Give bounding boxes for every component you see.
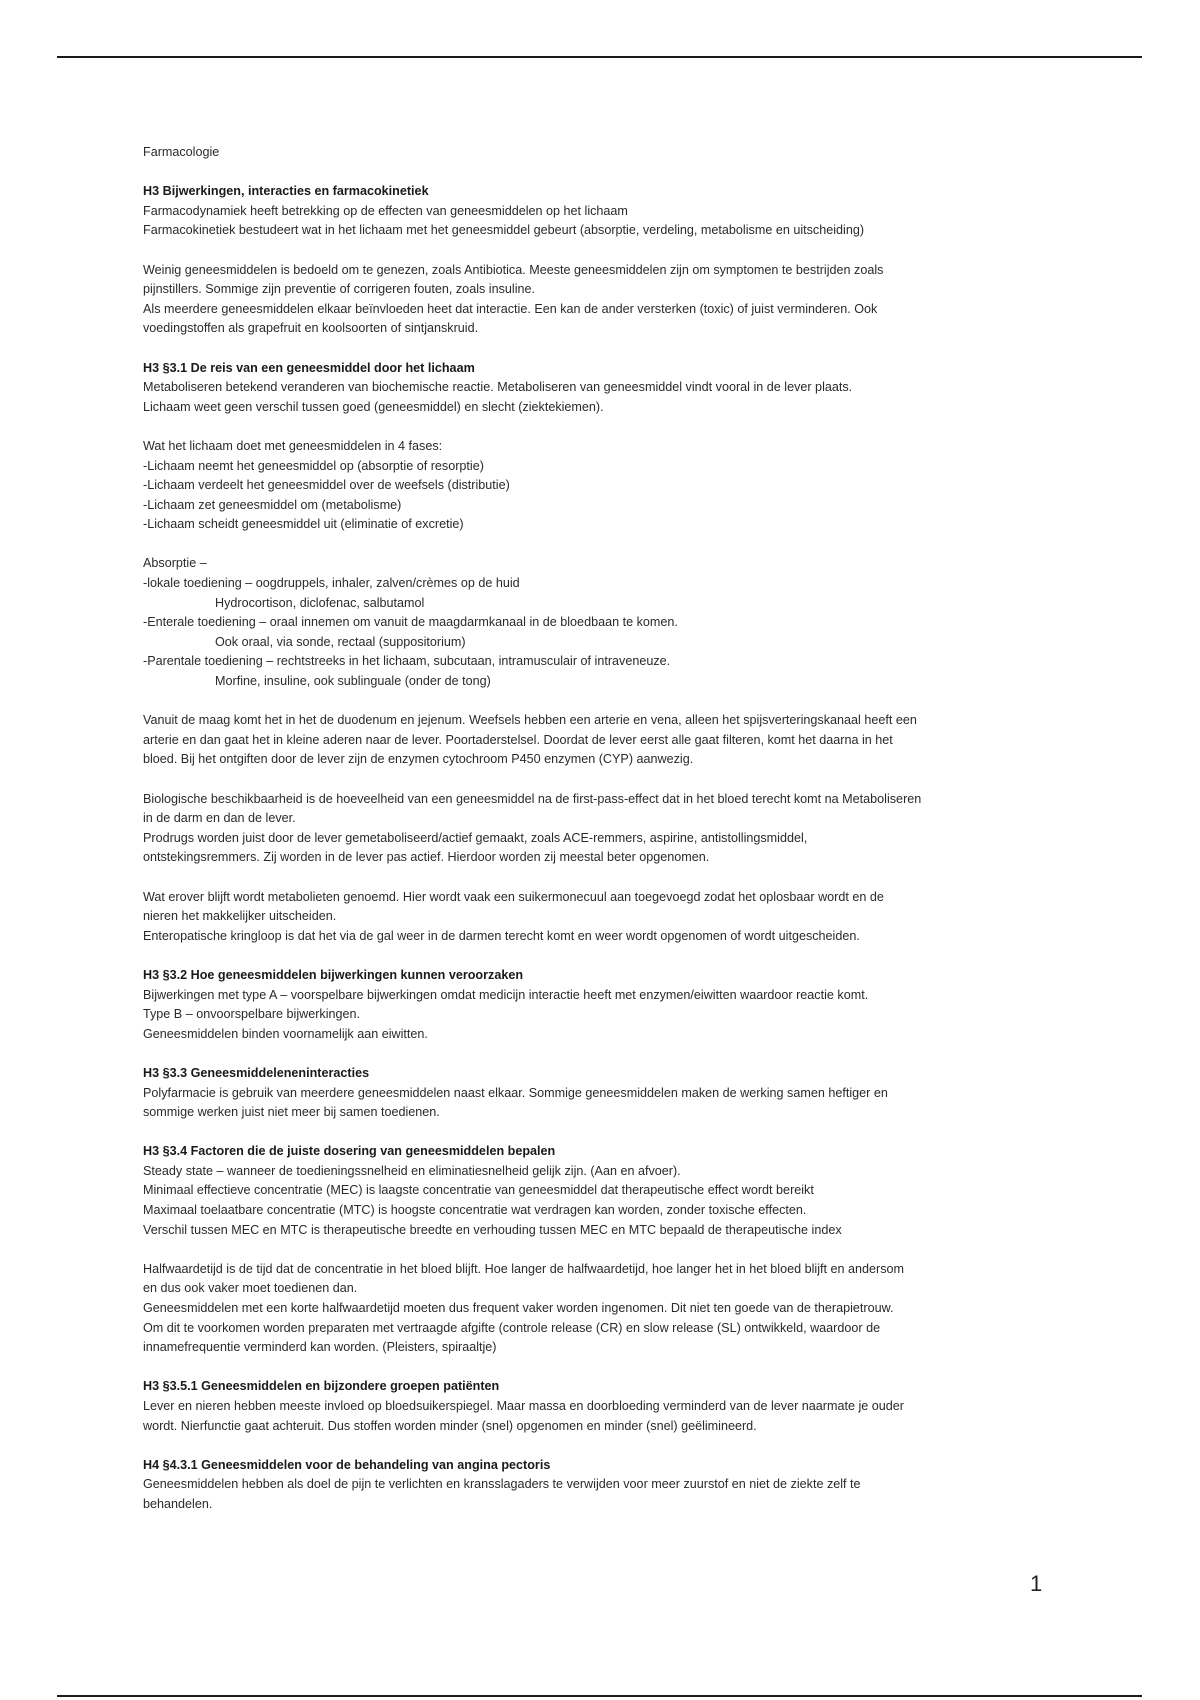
text-line: Lichaam weet geen verschil tussen goed (geneesmiddel) en slecht (ziektekiemen). (143, 399, 604, 414)
section-gap (143, 1044, 1063, 1064)
text-line: in de darm en dan de lever. (143, 811, 296, 826)
text-line: nieren het makkelijker uitscheiden. (143, 909, 337, 924)
text-line: innamefrequentie verminderd kan worden. (Pleisters, spiraaltje) (143, 1340, 497, 1355)
text-line: Wat erover blijft wordt metabolieten genoemd. Hier wordt vaak een suikermonecuul aan toegevoegd zodat het oplosbaar wordt en de (143, 889, 884, 904)
text-line: -Lichaam verdeelt het geneesmiddel over de weefsels (distributie) (143, 478, 510, 493)
text-line: Absorptie – (143, 556, 207, 571)
header-rule (57, 56, 1142, 58)
paragraph-gap (143, 868, 1063, 888)
text-line: Vanuit de maag komt het in het de duodenum en jejenum. Weefsels hebben een arterie en vena, alleen het spijsverteringskanaal heeft een (143, 713, 917, 728)
text-line: Wat het lichaam doet met geneesmiddelen in 4 fases: (143, 438, 443, 453)
section-heading: H3 §3.2 Hoe geneesmiddelen bijwerkingen kunnen veroorzaken (143, 967, 524, 982)
text-line: -Parentale toediening – rechtstreeks in het lichaam, subcutaan, intramusculair of intraveneuze. (143, 654, 671, 669)
spacer (143, 163, 1063, 183)
paragraph-gap (143, 417, 1063, 437)
text-line: Bijwerkingen met type A – voorspelbare bijwerkingen omdat medicijn interactie heeft met enzymen/eiwitten waardoor reactie komt. (143, 987, 869, 1002)
section-heading: H3 §3.4 Factoren die de juiste dosering van geneesmiddelen bepalen (143, 1144, 556, 1159)
document-sections (143, 182, 1063, 1514)
text-line: Enteropatische kringloop is dat het via de gal weer in de darmen terecht komt en weer wordt opgenomen of wordt uitgescheiden. (143, 928, 860, 943)
paragraph-gap (143, 535, 1063, 555)
text-line: -lokale toediening – oogdruppels, inhaler, zalven/crèmes op de huid (143, 576, 520, 591)
text-line: -Lichaam scheidt geneesmiddel uit (eliminatie of excretie) (143, 517, 464, 532)
paragraph-gap (143, 241, 1063, 261)
text-line: en dus ook vaker moet toedienen dan. (143, 1281, 358, 1296)
text-line: Geneesmiddelen binden voornamelijk aan eiwitten. (143, 1026, 428, 1041)
document-body (143, 143, 1063, 1515)
text-line: Verschil tussen MEC en MTC is therapeutische breedte en verhouding tussen MEC en MTC bepaald de therapeutische index (143, 1222, 842, 1237)
section-gap (143, 1436, 1063, 1456)
indented-example-line: Morfine, insuline, ook sublinguale (onder de tong) (215, 674, 491, 689)
page-number: 1 (1030, 1571, 1043, 1596)
section-heading: H3 §3.1 De reis van een geneesmiddel door het lichaam (143, 360, 475, 375)
indented-example-line: Hydrocortison, diclofenac, salbutamol (215, 595, 425, 610)
section-gap (143, 1123, 1063, 1143)
text-line: Minimaal effectieve concentratie (MEC) is laagste concentratie van geneesmiddel dat therapeutische effect wordt bereikt (143, 1183, 814, 1198)
section-heading: H3 §3.5.1 Geneesmiddelen en bijzondere groepen patiënten (143, 1379, 500, 1394)
text-line: bloed. Bij het ontgiften door de lever zijn de enzymen cytochroom P450 enzymen (CYP) aanwezig. (143, 752, 694, 767)
text-line: arterie en dan gaat het in kleine aderen naar de lever. Poortaderstelsel. Doordat de lever eerst alle gaat filteren, komt het daarna in het (143, 732, 893, 747)
section-heading: H3 Bijwerkingen, interacties en farmacokinetiek (143, 184, 429, 199)
text-line: Weinig geneesmiddelen is bedoeld om te genezen, zoals Antibiotica. Meeste geneesmiddelen zijn om symptomen te bestrijden zoals (143, 262, 884, 277)
text-line: Lever en nieren hebben meeste invloed op bloedsuikerspiegel. Maar massa en doorbloeding verminderd van de lever naarmate je ouder (143, 1399, 904, 1413)
section-heading: H3 §3.3 Geneesmiddeleneninteracties (143, 1065, 370, 1080)
text-line: Steady state – wanneer de toedieningssnelheid en eliminatiesnelheid gelijk zijn. (Aan en afvoer). (143, 1163, 681, 1178)
text-line: Maximaal toelaatbare concentratie (MTC) is hoogste concentratie wat verdragen kan worden, zonder toxische effecten. (143, 1203, 807, 1218)
text-line: Als meerdere geneesmiddelen elkaar beïnvloeden heet dat interactie. Een kan de ander versterken (toxic) of juist verminderen. Ook (143, 301, 878, 316)
text-line: Metaboliseren betekend veranderen van biochemische reactie. Metaboliseren van geneesmiddel vindt vooral in de lever plaats. (143, 380, 853, 395)
text-line: Type B – onvoorspelbare bijwerkingen. (143, 1007, 361, 1022)
section-gap (143, 1358, 1063, 1378)
footer-rule (57, 1695, 1142, 1697)
text-line: pijnstillers. Sommige zijn preventie of corrigeren fouten, zoals insuline. (143, 282, 535, 297)
text-line: Polyfarmacie is gebruik van meerdere geneesmiddelen naast elkaar. Sommige geneesmiddelen maken de werking samen heftiger en (143, 1085, 888, 1100)
text-line: Farmacokinetiek bestudeert wat in het lichaam met het geneesmiddel gebeurt (absorptie, verdeling, metabolisme en uitscheiding) (143, 223, 865, 238)
text-line: Farmacodynamiek heeft betrekking op de effecten van geneesmiddelen op het lichaam (143, 203, 628, 218)
text-line: -Lichaam neemt het geneesmiddel op (absorptie of resorptie) (143, 458, 484, 473)
text-line: sommige werken juist niet meer bij samen toedienen. (143, 1105, 440, 1120)
text-line: behandelen. (143, 1496, 213, 1511)
indented-example-line: Ook oraal, via sonde, rectaal (suppositorium) (215, 634, 466, 649)
text-line: voedingstoffen als grapefruit en koolsoorten of sintjanskruid. (143, 321, 479, 336)
paragraph-gap (143, 1240, 1063, 1260)
text-line: Geneesmiddelen met een korte halfwaardetijd moeten dus frequent vaker worden ingenomen. Dit niet ten goede van de therapietrouw. (143, 1301, 894, 1316)
text-line: Biologische beschikbaarheid is de hoeveelheid van een geneesmiddel na de first-pass-effect dat in het bloed terecht komt na Metaboliseren (143, 791, 922, 806)
text-line: Om dit te voorkomen worden preparaten met vertraagde afgifte (controle release (CR) en slow release (SL) ontwikkeld, waardoor de (143, 1320, 881, 1335)
text-line: ontstekingsremmers. Zij worden in de lever pas actief. Hierdoor worden zij meestal beter opgenomen. (143, 850, 710, 865)
section-gap (143, 339, 1063, 359)
section-heading: H4 §4.3.1 Geneesmiddelen voor de behandeling van angina pectoris (143, 1457, 551, 1472)
text-line: Geneesmiddelen hebben als doel de pijn te verlichten en kransslagaders te verwijden voor meer zuurstof en niet de ziekte zelf te (143, 1477, 861, 1492)
paragraph-gap (143, 692, 1063, 712)
text-line: Prodrugs worden juist door de lever gemetaboliseerd/actief gemaakt, zoals ACE-remmers, aspirine, antistollingsmiddel, (143, 830, 808, 845)
document-title: Farmacologie (143, 145, 220, 159)
section-gap (143, 946, 1063, 966)
text-line: -Lichaam zet geneesmiddel om (metabolisme) (143, 497, 402, 512)
text-line: -Enterale toediening – oraal innemen om vanuit de maagdarmkanaal in de bloedbaan te komen. (143, 615, 678, 630)
text-line: Halfwaardetijd is de tijd dat de concentratie in het bloed blijft. Hoe langer de halfwaardetijd, hoe langer het in het bloed blijft en andersom (143, 1261, 904, 1276)
text-line: wordt. Nierfunctie gaat achteruit. Dus stoffen worden minder (snel) opgenomen en minder (snel) geëlimineerd. (143, 1418, 757, 1433)
paragraph-gap (143, 770, 1063, 790)
